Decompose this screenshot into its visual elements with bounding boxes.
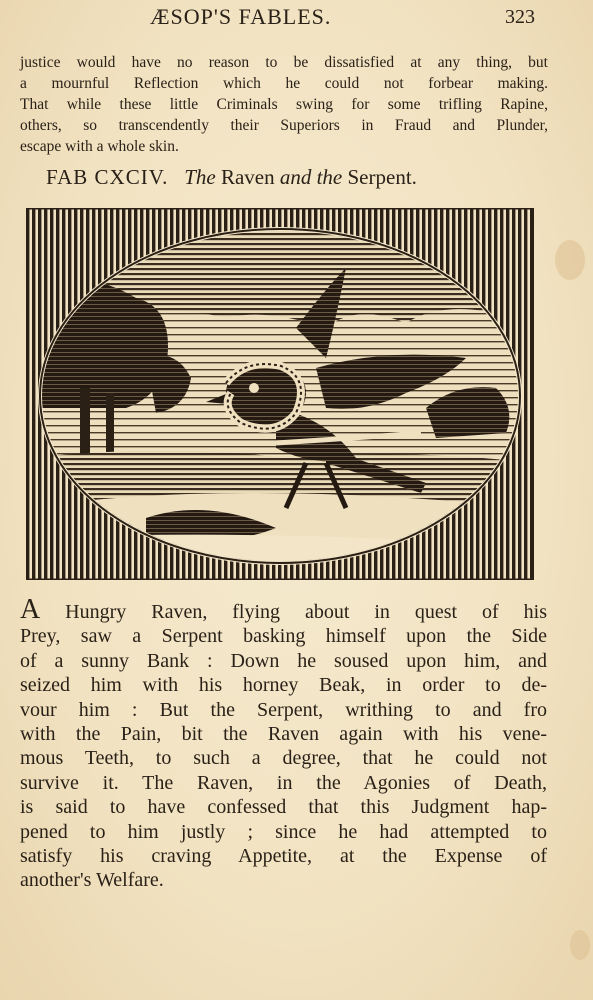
text-line: Prey, saw a Serpent basking himself upon the Side [20,625,547,648]
paper-stain [555,240,585,280]
fable-title-the: The [184,165,216,189]
paper-stain [570,930,590,960]
text-line: with the Pain, bit the Raven again with his vene- [20,723,547,746]
text-line: escape with a whole skin. [20,138,179,155]
raven-serpent-woodcut-illustration [26,208,534,580]
text-line: vour him : But the Serpent, writhing to and fro [20,698,547,721]
page-header [0,4,593,32]
text-line-rest: Hungry Raven, flying about in quest of his [40,601,547,623]
text-line: a mournful Reflection which he could not forbear making. [20,75,548,92]
text-line: survive it. The Raven, in the Agonies of Death, [20,771,547,794]
page-number: 323 [505,6,535,28]
fable-body [20,594,547,893]
text-line: of a sunny Bank : Down he soused upon him, and [20,649,547,672]
text-line: another's Welfare. [20,869,164,892]
drop-cap: A [20,594,41,625]
text-line: That while these little Criminals swing for some trifling Rapine, [20,96,548,113]
fable-number: FAB CXCIV. [46,165,169,189]
text-line: pened to him justly ; since he had attempted to [20,820,547,843]
running-title: ÆSOP'S FABLES. [150,4,332,29]
text-line: others, so transcendently their Superiors in Fraud and Plunder, [20,117,548,134]
text-line: is said to have confessed that this Judgment hap- [20,796,547,819]
fable-title-and-the: and the [279,165,343,189]
previous-fable-text [20,52,548,157]
fable-heading [46,165,526,190]
text-line: satisfy his craving Appetite, at the Expense of [20,845,547,868]
text-line: seized him with his horney Beak, in order to de- [20,674,547,697]
text-line: mous Teeth, to such a degree, that he could not [20,747,547,770]
fable-title-serpent: Serpent. [347,165,417,189]
text-line [20,594,547,625]
fable-title-raven: Raven [220,165,275,189]
text-line: justice would have no reason to be dissatisfied at any thing, but [20,54,548,71]
